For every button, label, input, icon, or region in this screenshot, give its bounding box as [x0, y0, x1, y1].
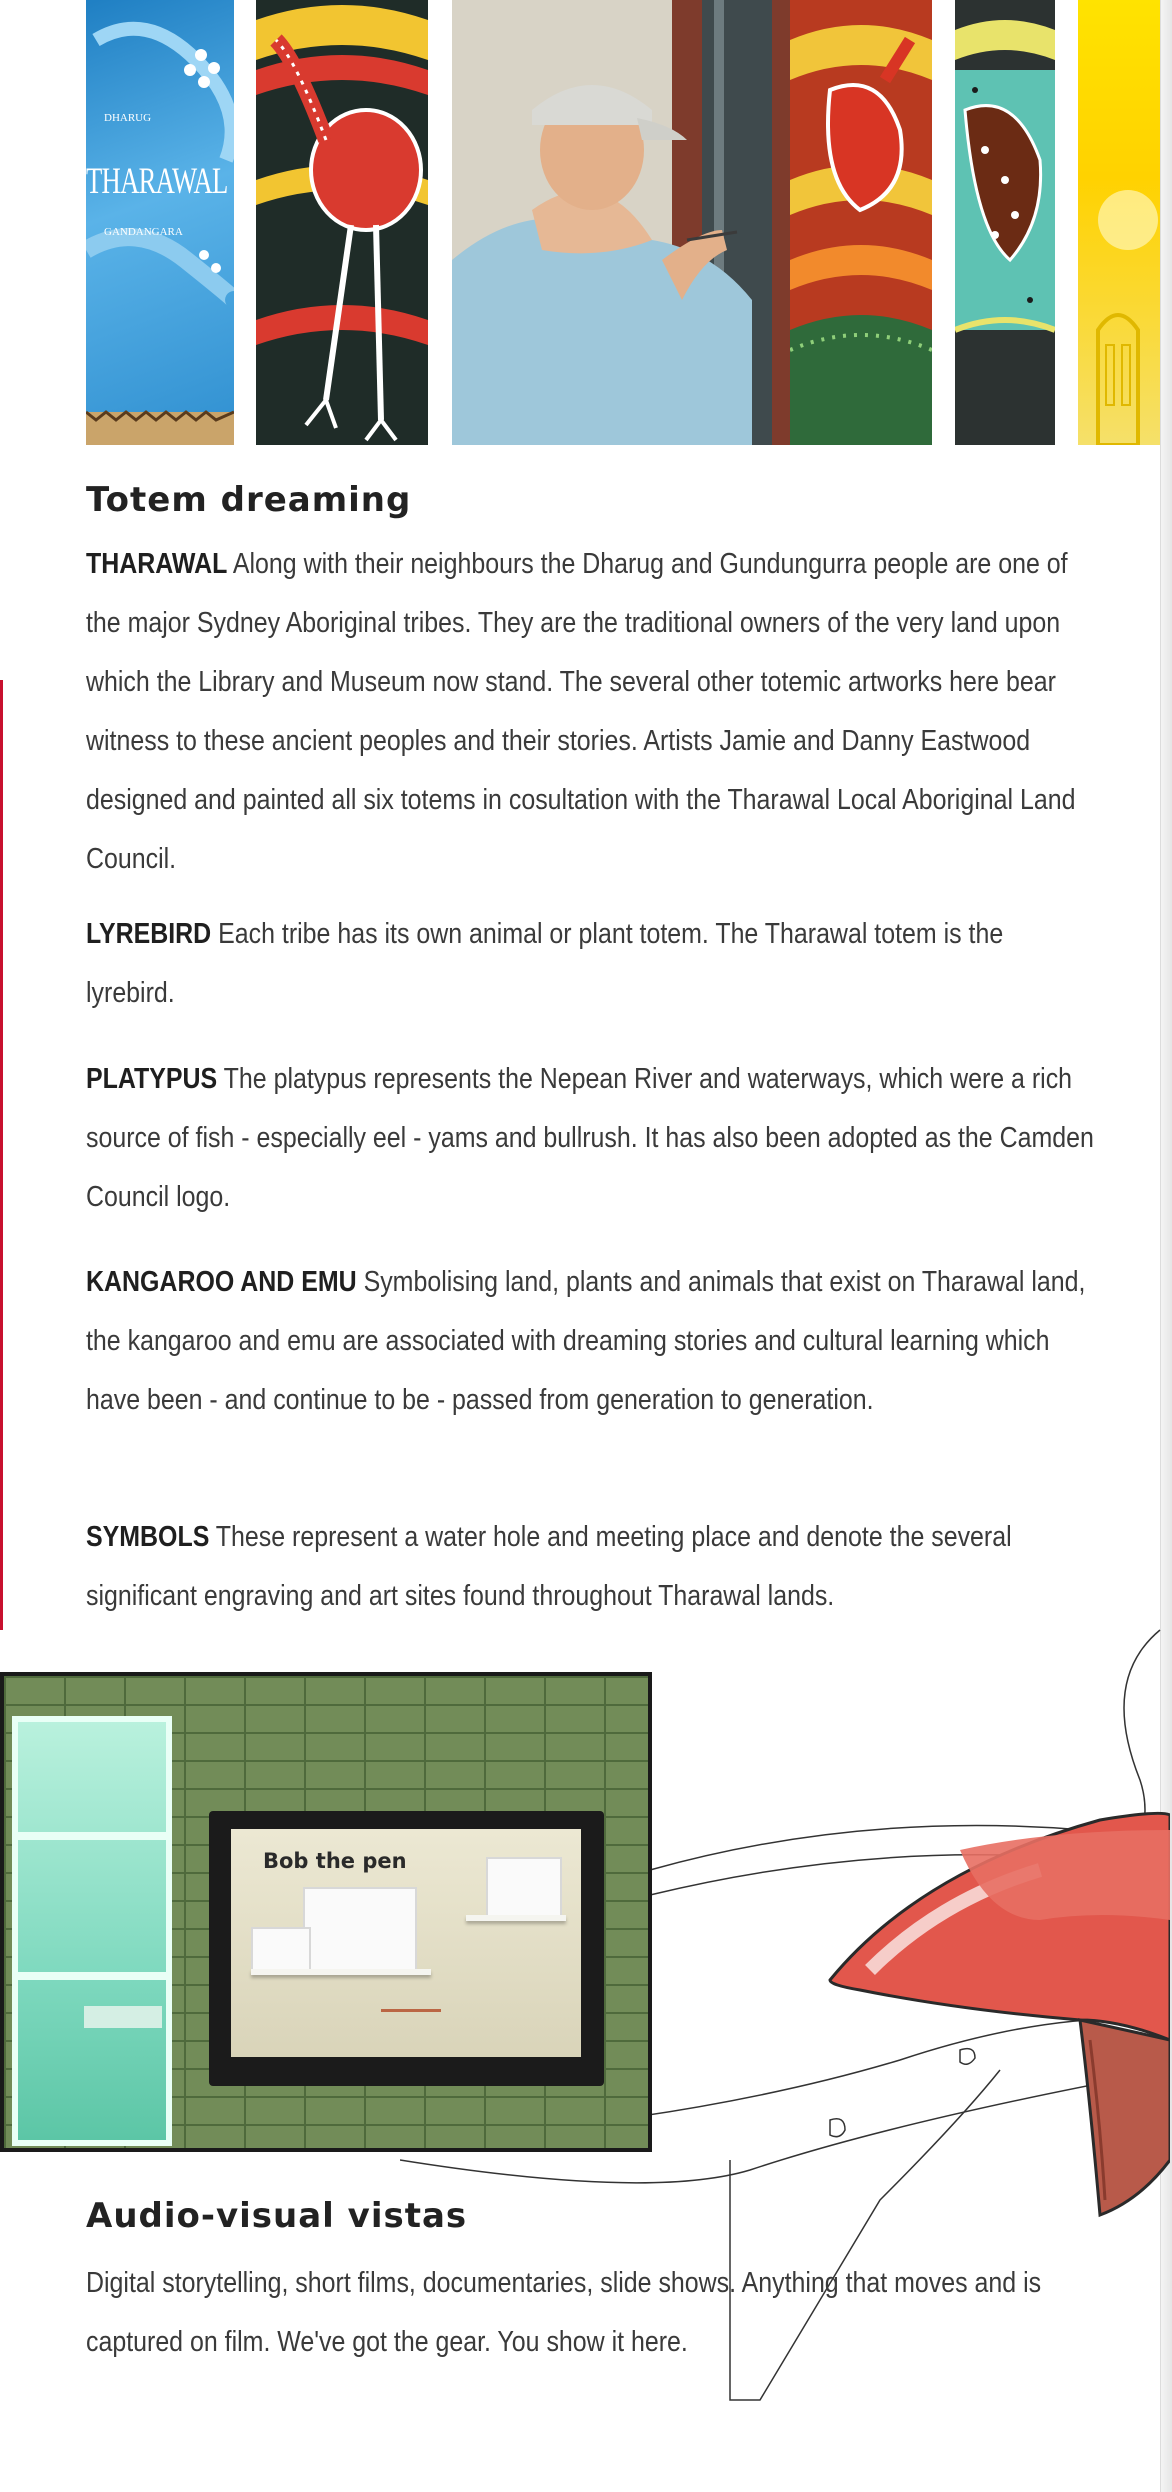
screen-title: Bob the pen — [263, 1849, 407, 1873]
totem-dreaming-heading: Totem dreaming — [86, 480, 412, 520]
window-bar — [18, 1832, 166, 1840]
progress-line — [381, 2009, 441, 2012]
paragraph-lyrebird — [86, 905, 1097, 1023]
library-sign — [84, 2006, 162, 2028]
photo-frame — [251, 1927, 311, 1973]
photo-kangaroo-totem — [790, 0, 932, 445]
lead-tharawal: THARAWAL — [86, 548, 228, 580]
photo-frame — [303, 1887, 417, 1971]
tv-screen — [209, 1811, 604, 2086]
lead-platypus: PLATYPUS — [86, 1063, 218, 1095]
tv-display — [231, 1829, 581, 2057]
totem-tharawal-word: THARAWAL — [86, 161, 228, 202]
paragraph-tharawal — [86, 535, 1097, 889]
totem-small-text-top: DHARUG — [104, 112, 152, 124]
av-description: Digital storytelling, short films, documentaries, slide shows. Anything that moves and is captured on film. We've got the gear. You show it here. — [86, 2267, 1042, 2358]
lead-kangaroo-emu: KANGAROO AND EMU — [86, 1266, 357, 1298]
photo-emu-totem — [256, 0, 428, 445]
text-platypus: The platypus represents the Nepean River and waterways, which were a rich source of fish - especially eel - yams and bullrush. It has also been adopted as the Camden Council logo. — [86, 1063, 1094, 1213]
photo-yellow-building — [1078, 0, 1160, 445]
photo-platypus-totem — [955, 0, 1055, 445]
paragraph-kangaroo-emu — [86, 1253, 1097, 1430]
av-vistas-heading: Audio-visual vistas — [86, 2196, 468, 2236]
window-bar — [18, 1972, 166, 1980]
lead-lyrebird: LYREBIRD — [86, 918, 212, 950]
lead-symbols: SYMBOLS — [86, 1521, 210, 1553]
text-symbols: These represent a water hole and meeting place and denote the several significant engraving and art sites found throughout Tharawal lands. — [86, 1521, 1012, 1612]
red-margin-rule — [0, 680, 3, 1630]
text-kangaroo-emu: Symbolising land, plants and animals that exist on Tharawal land, the kangaroo and emu are associated with dreaming stories and cultural learning which have been - and continue to be - passed from generation to generation. — [86, 1266, 1086, 1416]
shelf — [251, 1969, 431, 1975]
shelf — [466, 1915, 566, 1921]
totem-small-text-bottom: GANDANGARA — [104, 226, 183, 238]
photo-artist-painting — [452, 0, 800, 445]
photo-frame — [486, 1857, 562, 1919]
photo-av-screen-wall — [0, 1672, 652, 2152]
window-left — [12, 1716, 172, 2146]
text-tharawal: Along with their neighbours the Dharug and Gundungurra people are one of the major Sydney Aboriginal tribes. They are the traditional owners of the very land upon which the Library and Museum now stand. The several other totemic artworks here bear witness to these ancient peoples and their stories. Artists Jamie and Danny Eastwood designed and painted all six totems in cosultation with the Tharawal Local Aboriginal Land Council. — [86, 548, 1076, 875]
photo-tharawal-totem — [86, 0, 234, 445]
text-lyrebird: Each tribe has its own animal or plant totem. The Tharawal totem is the lyrebird. — [86, 918, 1004, 1009]
paragraph-platypus — [86, 1050, 1097, 1227]
